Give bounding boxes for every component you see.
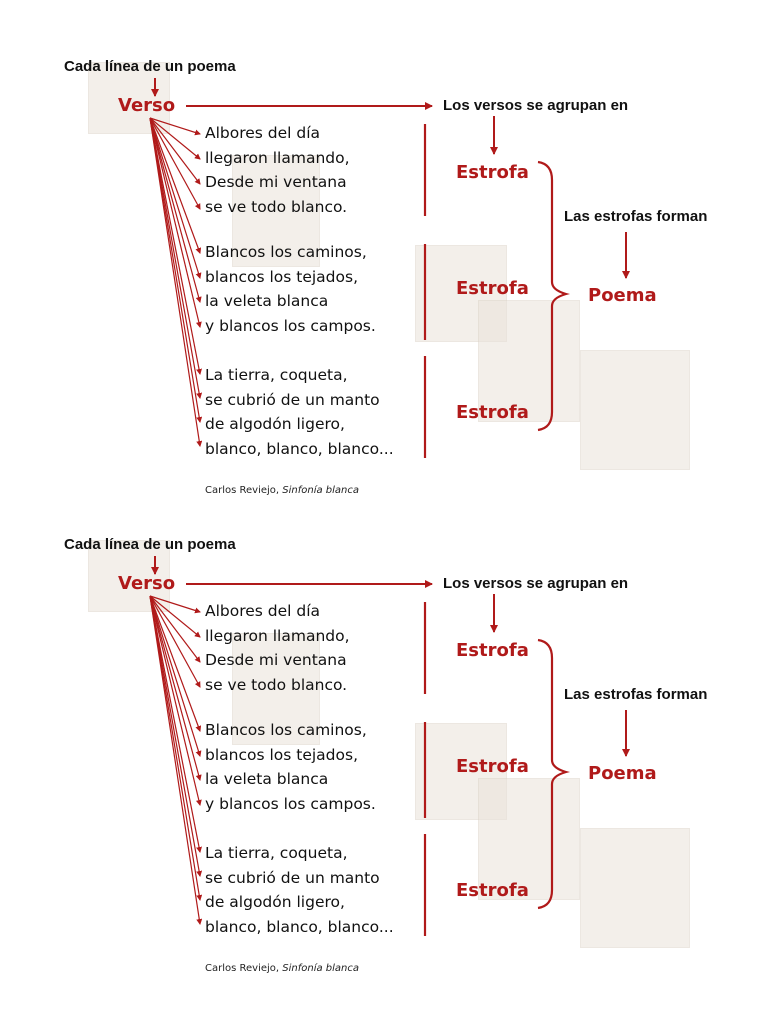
verso-label: Verso (118, 95, 176, 116)
verse-line: Blancos los caminos, (205, 721, 367, 739)
estrofa-label-2: Estrofa (456, 756, 529, 777)
estrofa-label-3: Estrofa (456, 880, 529, 901)
top-label: Cada línea de un poema (64, 536, 236, 553)
poema-label: Poema (588, 763, 657, 784)
verse-line: se cubrió de un manto (205, 390, 380, 409)
verse-line: de algodón ligero, (205, 415, 345, 433)
forman-label: Las estrofas forman (564, 208, 708, 225)
verse-line: blancos los tejados, (205, 745, 359, 764)
verse-line: llegaron llamando, (205, 148, 350, 167)
verse-line: blanco, blanco, blanco... (205, 917, 394, 936)
estrofa-label-1: Estrofa (456, 162, 529, 183)
work-title: Sinfonía blanca (282, 963, 360, 974)
top-label: Cada línea de un poema (64, 58, 236, 75)
verse-line: y blancos los campos. (205, 794, 376, 813)
verse-line: la veleta blanca (205, 292, 329, 310)
estrofa-label-2: Estrofa (456, 278, 529, 299)
verse-line: la veleta blanca (205, 770, 329, 788)
group-label: Los versos se agrupan en (443, 97, 629, 114)
poem-diagram (0, 478, 768, 974)
verse-line: blanco, blanco, blanco... (205, 439, 394, 458)
author: Carlos Reviejo, (205, 485, 280, 496)
verse-line: llegaron llamando, (205, 626, 350, 645)
verse-line: blancos los tejados, (205, 267, 359, 286)
estrofa-label-1: Estrofa (456, 640, 529, 661)
poem-diagram (0, 0, 768, 496)
verse-fan-arrows (150, 118, 200, 446)
group-label: Los versos se agrupan en (443, 575, 629, 592)
verse-line: Albores del día (205, 124, 321, 142)
verse-line: se cubrió de un manto (205, 868, 380, 887)
forman-label: Las estrofas forman (564, 686, 708, 703)
curly-brace (538, 640, 566, 908)
verse-line: Desde mi ventana (205, 173, 347, 191)
verse-line: La tierra, coqueta, (205, 844, 348, 862)
verse-line: y blancos los campos. (205, 316, 376, 335)
attribution (205, 963, 359, 974)
verse-line: Albores del día (205, 602, 321, 620)
work-title: Sinfonía blanca (282, 485, 360, 496)
verso-label: Verso (118, 573, 176, 594)
estrofa-label-3: Estrofa (456, 402, 529, 423)
verse-line: Blancos los caminos, (205, 243, 367, 261)
curly-brace (538, 162, 566, 430)
verse-line: La tierra, coqueta, (205, 366, 348, 384)
verse-line: Desde mi ventana (205, 651, 347, 669)
verse-fan-arrows (150, 596, 200, 924)
verse-line: se ve todo blanco. (205, 675, 348, 694)
verse-line: de algodón ligero, (205, 893, 345, 911)
verse-line: se ve todo blanco. (205, 197, 348, 216)
author: Carlos Reviejo, (205, 963, 280, 974)
poema-label: Poema (588, 285, 657, 306)
